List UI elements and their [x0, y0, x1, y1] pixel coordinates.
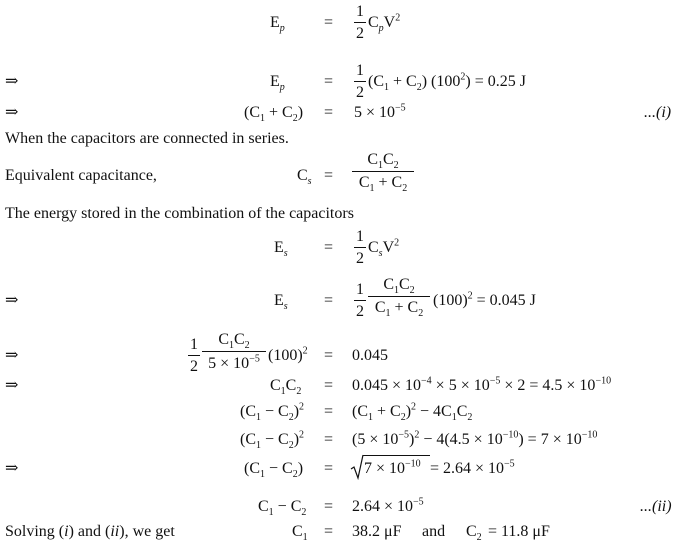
text: = 2.64 × 10 [430, 460, 505, 477]
text: − 4(4.5 × 10 [419, 431, 503, 448]
rhs-expression [352, 496, 424, 515]
text: + C [390, 299, 419, 316]
text: ii [110, 523, 120, 540]
lhs-es [274, 239, 288, 260]
subscript: s [378, 248, 383, 260]
subscript: s [307, 176, 312, 188]
text: × 2 = 4.5 × 10 [500, 377, 596, 394]
symbol-v: V [383, 14, 396, 31]
radicand [364, 458, 421, 477]
square-root-icon [350, 454, 364, 480]
superscript: −4 [421, 375, 432, 387]
equals-sign: = [324, 460, 334, 477]
subscript: 1 [368, 412, 373, 424]
subscript: 2 [292, 469, 298, 481]
text: − C [273, 498, 302, 515]
text: ) and ( [68, 523, 111, 540]
lhs-tail [268, 345, 308, 364]
equation-tag: ...(i) [644, 104, 672, 121]
text: C [456, 403, 468, 420]
text: (C [240, 403, 256, 420]
equals-sign: = [324, 167, 334, 184]
implies-arrow: ⇒ [5, 347, 19, 364]
fraction-denominator [368, 299, 430, 320]
subscript: 2 [416, 82, 422, 94]
subscript: p [378, 23, 384, 35]
fraction-denominator: 2 [356, 25, 364, 42]
text: i [64, 523, 69, 540]
subscript: 2 [402, 183, 408, 195]
text: + C [374, 174, 403, 191]
superscript: 2 [302, 345, 308, 357]
text: ) [297, 104, 304, 121]
text: Solving ( [5, 523, 65, 540]
superscript: −5 [249, 353, 260, 365]
subscript: p [279, 23, 285, 35]
text-line: The energy stored in the combination of the capacitors [5, 205, 354, 222]
equals-sign: = [324, 292, 334, 309]
fraction-denominator: 2 [356, 303, 364, 320]
subscript: 2 [467, 412, 473, 424]
symbol-e: E [274, 292, 284, 309]
text: (C [244, 460, 260, 477]
text: ) (100 [421, 73, 461, 90]
superscript: 2 [411, 401, 417, 413]
lhs-cs [297, 167, 312, 188]
implies-arrow: ⇒ [5, 104, 19, 121]
subscript: 1 [384, 82, 389, 94]
fraction-denominator [352, 174, 414, 195]
label-text [5, 524, 175, 540]
text: − 4C [416, 403, 452, 420]
equals-sign: = [324, 403, 334, 420]
and-word: and [422, 523, 446, 540]
equals-sign: = [324, 14, 334, 31]
subscript: 1 [369, 183, 375, 195]
rhs-expression [352, 429, 598, 448]
fraction-denominator: 2 [356, 250, 364, 267]
text: (5 × 10 [352, 431, 399, 448]
fraction-denominator: 2 [356, 84, 364, 101]
radical-bar [363, 455, 430, 456]
text: C [218, 331, 229, 348]
rhs-expression [430, 458, 515, 477]
text: ), we get [119, 523, 175, 540]
implies-arrow: ⇒ [5, 292, 19, 309]
subscript: 1 [268, 507, 274, 519]
fraction-numerator: 1 [356, 62, 364, 79]
lhs-ep [270, 14, 285, 35]
lhs-es [274, 292, 288, 313]
superscript: −5 [395, 102, 406, 114]
lhs-ep [270, 73, 285, 94]
text: × 5 × 10 [431, 377, 490, 394]
fraction-line [188, 355, 200, 356]
symbol-e: E [274, 239, 284, 256]
equals-sign: = [324, 523, 334, 540]
fraction-numerator [352, 151, 414, 172]
equals-sign: = [324, 498, 334, 515]
superscript: 2 [414, 429, 420, 441]
fraction-numerator [202, 331, 266, 352]
text: 2.64 × 10 [352, 498, 414, 515]
fraction-line [354, 81, 366, 82]
fraction-line [354, 300, 366, 301]
rhs-value: 0.045 [352, 347, 388, 364]
subscript: 2 [301, 507, 307, 519]
subscript: 2 [418, 308, 424, 320]
subscript: 1 [385, 308, 391, 320]
text: C [358, 174, 370, 191]
subscript: 1 [280, 386, 286, 398]
symbol-c: C [368, 14, 379, 31]
subscript: 1 [256, 412, 261, 424]
superscript: 2 [299, 429, 305, 441]
superscript: −5 [398, 429, 409, 441]
subscript: 1 [256, 440, 261, 452]
lhs-expression [244, 104, 304, 125]
rhs-expression [352, 401, 473, 424]
value-c1: 38.2 μF [352, 523, 402, 540]
text: + C [265, 104, 293, 121]
symbol-e: E [270, 14, 280, 31]
text: C [367, 151, 378, 168]
rhs-expression [354, 102, 406, 121]
superscript: 2 [395, 12, 401, 24]
text: C [292, 523, 303, 540]
text: (100) [268, 347, 303, 364]
superscript: −10 [405, 458, 421, 470]
rhs-tail [433, 290, 536, 309]
subscript: 2 [288, 440, 294, 452]
text: (C [244, 104, 260, 121]
lhs-expression [244, 460, 304, 481]
text: ) [405, 403, 412, 420]
superscript: 2 [394, 237, 400, 249]
implies-arrow: ⇒ [5, 460, 19, 477]
text: ) = 0.25 J [465, 73, 526, 90]
text: + C [389, 73, 417, 90]
lhs-expression [240, 401, 305, 424]
text: C [466, 523, 477, 540]
superscript: 2 [299, 401, 305, 413]
equals-sign: = [324, 104, 334, 121]
text: − C [261, 431, 289, 448]
rhs-expression [368, 12, 401, 35]
subscript: s [283, 301, 288, 313]
text: C [383, 151, 394, 168]
text: (100) [433, 292, 468, 309]
superscript: −5 [413, 496, 424, 508]
text: C [270, 377, 281, 394]
equals-sign: = [324, 239, 334, 256]
text: (C [240, 431, 256, 448]
subscript: 1 [378, 160, 383, 172]
symbol-e: E [270, 73, 280, 90]
equals-sign: = [324, 73, 334, 90]
text: − C [265, 460, 293, 477]
subscript: 2 [400, 412, 406, 424]
fraction-line [202, 351, 266, 352]
superscript: 2 [460, 71, 466, 83]
superscript: −10 [502, 429, 519, 441]
fraction-line [368, 296, 430, 297]
text: C [383, 276, 394, 293]
fraction-numerator: 1 [356, 228, 364, 245]
text: 0.045 × 10 [352, 377, 422, 394]
equation-tag: ...(ii) [640, 498, 672, 515]
equals-sign: = [324, 377, 334, 394]
superscript: −10 [581, 429, 598, 441]
text: + C [373, 403, 401, 420]
lhs-expression [258, 498, 307, 519]
symbol-c2 [466, 523, 482, 544]
subscript: 2 [296, 386, 302, 398]
rhs-expression [368, 237, 400, 260]
superscript: −5 [504, 458, 515, 470]
text: ) [293, 431, 300, 448]
subscript: 2 [409, 285, 415, 297]
text: 7 × 10 [364, 460, 406, 477]
symbol-v: V [382, 239, 395, 256]
equals-sign: = [324, 431, 334, 448]
superscript: −5 [489, 375, 501, 387]
rhs-expression [352, 375, 612, 394]
fraction-numerator [368, 276, 430, 297]
symbol-c1 [292, 523, 308, 544]
symbol-c: C [297, 167, 308, 184]
label-text: Equivalent capacitance, [5, 167, 157, 184]
text: = 0.045 J [472, 292, 536, 309]
value-c2: = 11.8 μF [488, 523, 550, 540]
superscript: −10 [595, 375, 612, 387]
fraction-line [354, 247, 366, 248]
text: − C [261, 403, 289, 420]
text: C [374, 299, 386, 316]
text: C [258, 498, 269, 515]
subscript: 1 [260, 469, 265, 481]
subscript: 2 [393, 160, 399, 172]
text: C [234, 331, 245, 348]
superscript: 2 [467, 290, 473, 302]
implies-arrow: ⇒ [5, 377, 19, 394]
text: C [399, 276, 410, 293]
subscript: p [279, 82, 285, 94]
fraction-line [352, 171, 414, 172]
subscript: 1 [302, 532, 308, 544]
equals-sign: = [324, 347, 334, 364]
fraction-denominator: 2 [190, 358, 198, 375]
lhs-expression [240, 429, 305, 452]
text: (C [352, 403, 368, 420]
text: 5 × 10 [354, 104, 396, 121]
text: 5 × 10 [208, 355, 250, 372]
fraction-numerator: 1 [356, 281, 364, 298]
text: ) [293, 403, 300, 420]
subscript: 1 [394, 285, 399, 297]
fraction-denominator [202, 353, 266, 372]
implies-arrow: ⇒ [5, 73, 19, 90]
rhs-expression [368, 71, 526, 94]
text: C [285, 377, 297, 394]
text: ) [297, 460, 304, 477]
text: ) [409, 431, 415, 448]
subscript: 1 [451, 412, 457, 424]
subscript: 2 [288, 412, 294, 424]
subscript: 1 [229, 340, 234, 352]
symbol-c: C [368, 239, 379, 256]
text: ) = 7 × 10 [518, 431, 582, 448]
text-line: When the capacitors are connected in series. [5, 130, 289, 147]
text: (C [368, 73, 384, 90]
fraction-numerator: 1 [356, 3, 364, 20]
fraction-line [354, 22, 366, 23]
lhs-expression [270, 377, 302, 398]
subscript: 2 [476, 532, 482, 544]
subscript: s [283, 248, 288, 260]
subscript: 1 [260, 113, 265, 125]
subscript: 2 [244, 340, 250, 352]
subscript: 2 [292, 113, 298, 125]
fraction-numerator: 1 [190, 336, 198, 353]
